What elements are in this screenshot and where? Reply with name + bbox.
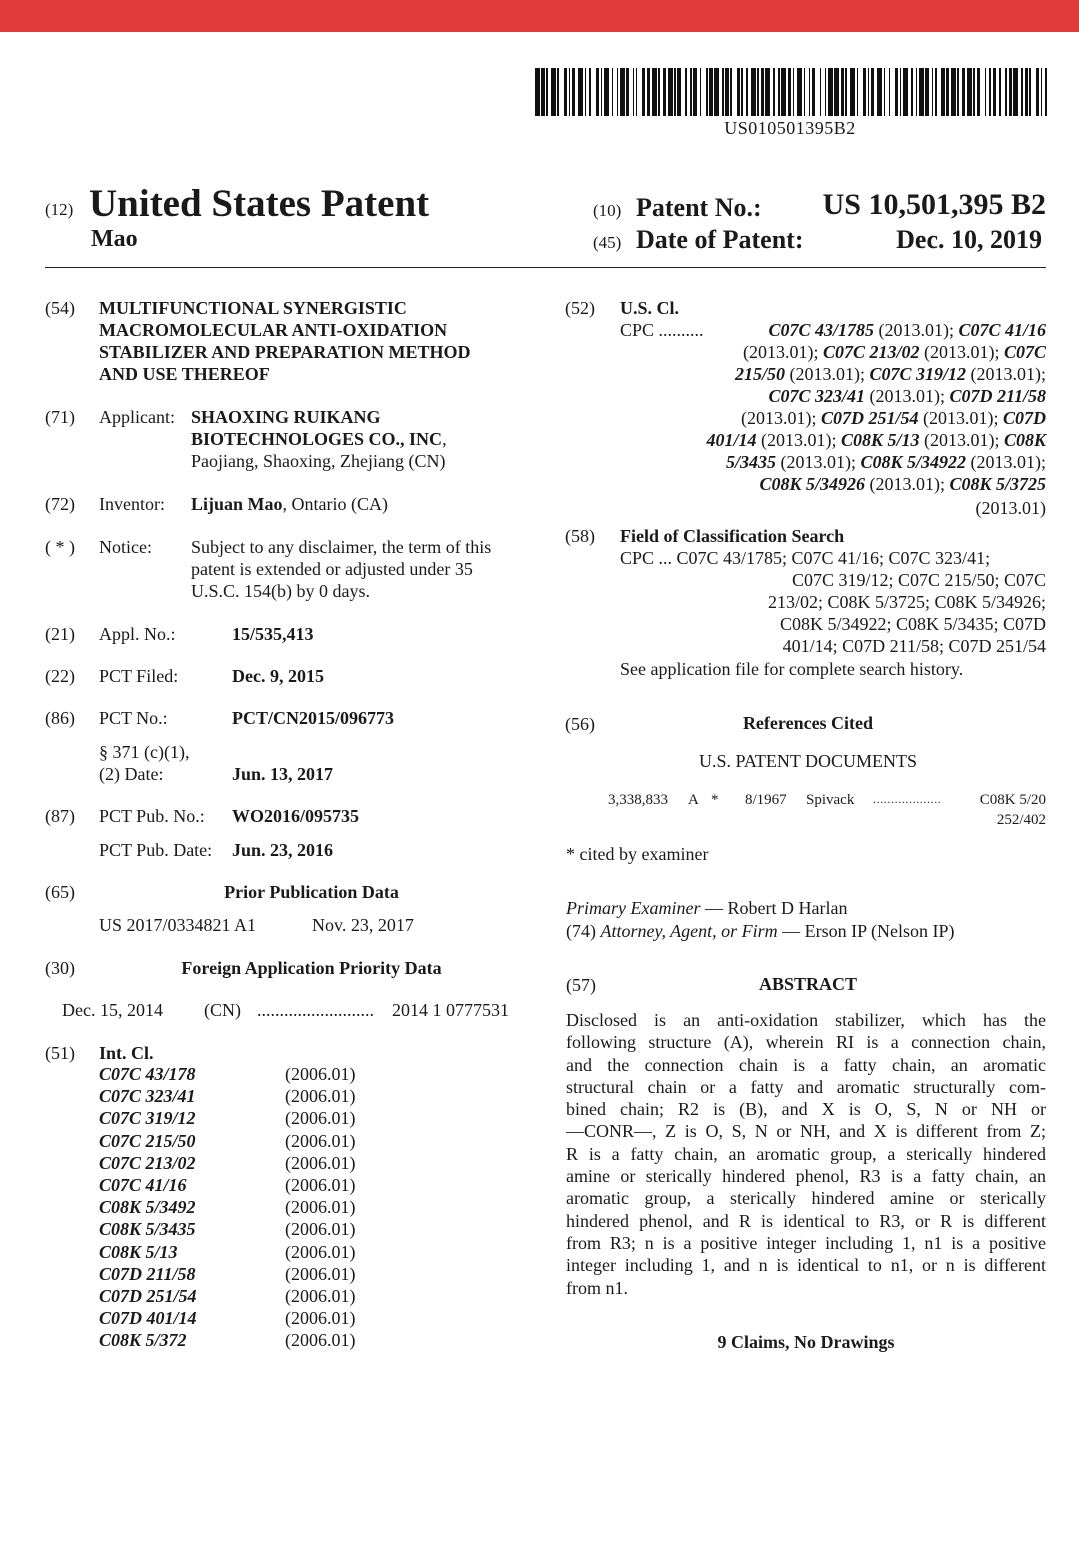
cpc-version: (2013.01); — [873, 320, 959, 340]
int-cl-row — [99, 1308, 369, 1330]
barcode-bar — [564, 68, 567, 116]
cpc-code: C08K — [1003, 430, 1046, 450]
barcode-bar — [546, 68, 548, 116]
prior-pub-number: US 2017/0334821 A1 — [99, 915, 257, 935]
int-cl-code: C07C 213/02 — [99, 1152, 196, 1173]
code-30: (30) — [45, 958, 75, 978]
abstract-line: hindered phenol, and R is identical to R3, or R is different — [566, 1210, 1046, 1231]
notice-label: Notice: — [99, 537, 152, 557]
us-cl-line — [600, 451, 1046, 473]
barcode-bar — [962, 68, 965, 116]
barcode-bar — [569, 68, 571, 116]
ref-name: Spivack — [806, 792, 855, 808]
int-cl-version: (2006.01) — [285, 1241, 356, 1262]
int-cl-code: C08K 5/3492 — [99, 1197, 196, 1218]
applicant-label: Applicant: — [99, 407, 175, 427]
barcode-bar — [877, 68, 882, 116]
int-cl-version: (2006.01) — [285, 1197, 356, 1218]
field-search-line: C08K 5/34922; C08K 5/3435; C07D — [779, 614, 1046, 634]
code-21: (21) — [45, 624, 75, 644]
barcode-bar — [788, 68, 791, 116]
inventor-name: Lijuan Mao — [191, 494, 283, 514]
ref-class: C08K 5/20 — [979, 792, 1046, 808]
patent-title: United States Patent — [89, 182, 430, 225]
barcode-bar — [895, 68, 898, 116]
barcode-bar — [809, 68, 811, 116]
barcode-bar — [557, 68, 559, 116]
primary-examiner-name: — Robert D Harlan — [704, 898, 848, 918]
barcode-bar — [685, 68, 687, 116]
barcode-bar — [617, 68, 619, 116]
cpc-version: (2013.01); — [775, 452, 861, 472]
header-divider — [45, 267, 1046, 268]
barcode-bar — [863, 68, 866, 116]
us-cl-line — [600, 497, 1046, 519]
barcode-bar — [663, 68, 666, 116]
barcode-bar — [797, 68, 802, 116]
code-71: (71) — [45, 407, 75, 427]
barcode-bar — [725, 68, 728, 116]
abstract-line: —CONR—, Z is O, S, N or NH, and X is different from Z; — [566, 1121, 1046, 1142]
patent-number: US 10,501,395 B2 — [822, 188, 1046, 221]
barcode-bar — [932, 68, 934, 116]
cpc-version: (2013.01); — [864, 474, 950, 494]
pct-pub-no-label: PCT Pub. No.: — [99, 806, 205, 826]
barcode-bar — [985, 68, 987, 116]
field-search-heading: Field of Classification Search — [620, 526, 845, 546]
sec371-date-label: (2) Date: — [99, 764, 164, 784]
invention-title-line: AND USE THEREOF — [99, 364, 270, 384]
barcode-bar — [585, 68, 587, 116]
abstract-line: Disclosed is an anti-oxidation stabilizer, which has the — [566, 1010, 1046, 1030]
abstract-line: amine or sterically hindered phenol, R3 is a fatty chain, an — [566, 1166, 1046, 1187]
appl-no-label: Appl. No.: — [99, 624, 176, 644]
invention-title-line: STABILIZER AND PREPARATION METHOD — [99, 342, 471, 362]
us-cl-line — [600, 385, 1046, 407]
cpc-version: (2013.01); — [740, 408, 821, 428]
barcode-bar — [551, 68, 556, 116]
int-cl-version: (2006.01) — [285, 1286, 356, 1306]
priority-dots: .......................... — [257, 1000, 374, 1020]
int-cl-code: C07C 319/12 — [99, 1108, 196, 1129]
int-cl-code: C07C 215/50 — [99, 1130, 196, 1151]
barcode-bar — [812, 68, 815, 116]
claims-summary: 9 Claims, No Drawings — [717, 1332, 895, 1352]
barcode-bar — [647, 68, 650, 116]
abstract-heading: ABSTRACT — [758, 974, 858, 994]
top-red-bar — [0, 0, 1079, 32]
barcode-bar — [1005, 68, 1007, 116]
barcode-bar — [993, 68, 996, 116]
int-cl-version: (2006.01) — [285, 1308, 356, 1329]
attorney-label: Attorney, Agent, or Firm — [600, 921, 778, 941]
patent-no-label: Patent No.: — [636, 193, 762, 222]
barcode-bar — [746, 68, 748, 116]
inventor-label: Inventor: — [99, 494, 165, 514]
int-cl-row — [99, 1219, 369, 1241]
barcode-bar — [850, 68, 855, 116]
date-of-patent: Dec. 10, 2019 — [896, 225, 1042, 254]
cpc-code: C07D 251/54 — [820, 408, 919, 428]
barcode-bar — [765, 68, 770, 116]
barcode-bar — [709, 68, 712, 116]
cpc-version: (2013.01); — [784, 364, 870, 384]
cpc-code: C07D — [1002, 408, 1046, 428]
int-cl-version: (2006.01) — [285, 1263, 356, 1284]
barcode-bar — [857, 68, 859, 116]
us-cl-line — [600, 319, 1046, 341]
barcode-bar — [578, 68, 583, 116]
barcode-bar — [989, 68, 991, 116]
field-search-line: 213/02; C08K 5/3725; C08K 5/34926; — [767, 592, 1046, 612]
prior-pub-date: Nov. 23, 2017 — [312, 915, 414, 935]
int-cl-row — [99, 1108, 369, 1130]
barcode-bar — [820, 68, 822, 116]
int-cl-version: (2006.01) — [285, 1130, 356, 1151]
code-45: (45) — [593, 233, 622, 252]
cpc-version: (2013.01); — [742, 342, 823, 362]
cpc-version: (2013.01); — [918, 408, 1003, 428]
cpc-code: C07C 319/12 — [869, 364, 966, 384]
int-cl-row — [99, 1242, 369, 1264]
cpc-code: 215/50 — [734, 364, 785, 384]
int-cl-heading: Int. Cl. — [99, 1043, 154, 1063]
applicant-address: Paojiang, Shaoxing, Zhejiang (CN) — [191, 451, 446, 471]
cpc-code: C07C — [1003, 342, 1046, 362]
barcode-bar — [751, 68, 756, 116]
code-22: (22) — [45, 666, 75, 686]
cpc-code: C07C 323/41 — [768, 386, 865, 406]
priority-date: Dec. 15, 2014 — [62, 1000, 163, 1020]
cpc-version: (2013.01); — [919, 342, 1004, 362]
pct-filed-label: PCT Filed: — [99, 666, 179, 686]
cpc-code: C07C 41/16 — [958, 320, 1046, 340]
barcode-bar — [722, 68, 724, 116]
abstract-line: from R3; n is a positive integer including 1, n1 is a positive — [566, 1232, 1046, 1253]
int-cl-version: (2006.01) — [285, 1064, 356, 1084]
notice-line: U.S.C. 154(b) by 0 days. — [191, 581, 370, 601]
pct-filed-date: Dec. 9, 2015 — [232, 666, 324, 686]
barcode-bar — [884, 68, 886, 116]
cpc-code: C08K 5/34922 — [860, 452, 966, 472]
field-search-line: CPC ... C07C 43/1785; C07C 41/16; C07C 323/41; — [620, 548, 991, 568]
cpc-version: (2013.01); — [864, 386, 950, 406]
barcode-bar — [967, 68, 972, 116]
cpc-version: (2013.01); — [966, 364, 1046, 384]
pct-no: PCT/CN2015/096773 — [232, 708, 394, 728]
barcode-bar — [589, 68, 591, 116]
barcode-bar — [1036, 68, 1039, 116]
int-cl-row — [99, 1131, 369, 1153]
barcode-bar — [1009, 68, 1012, 116]
barcode-bar — [999, 68, 1001, 116]
appl-no: 15/535,413 — [232, 624, 314, 644]
int-cl-code: C07C 41/16 — [99, 1175, 187, 1195]
cpc-version: (2013.01); — [756, 430, 841, 450]
abstract-line: and the connection chain is a fatty chain, an aromatic — [566, 1054, 1046, 1075]
barcode-bar — [1013, 68, 1018, 116]
code-72: (72) — [45, 494, 75, 514]
abstract-line: bined chain; R2 is (B), and X is O, S, N or NH or — [566, 1099, 1046, 1120]
cpc-code: 401/14 — [706, 430, 757, 450]
barcode-bar — [633, 68, 635, 116]
pct-pub-date: Jun. 23, 2016 — [232, 840, 334, 860]
invention-title-line: MACROMOLECULAR ANTI-OXIDATION — [99, 320, 448, 340]
references-heading: References Cited — [742, 713, 874, 733]
barcode-bar — [690, 68, 692, 116]
cpc-code: C08K 5/34926 — [759, 474, 865, 494]
code-10: (10) — [593, 201, 622, 220]
code-65: (65) — [45, 882, 75, 902]
inventor-surname: Mao — [91, 226, 138, 252]
barcode-bar — [916, 68, 918, 116]
barcode-bar — [935, 68, 937, 116]
ref-number: 3,338,833 — [608, 792, 668, 808]
prior-pub-heading: Prior Publication Data — [224, 882, 399, 902]
barcode-bar — [925, 68, 928, 116]
barcode-bar — [919, 68, 924, 116]
inventor-location: , Ontario (CA) — [282, 494, 388, 514]
code-87: (87) — [45, 806, 75, 826]
barcode-bar — [951, 68, 956, 116]
abstract-line: structural chain or a fatty and aromatic structurally com- — [566, 1076, 1046, 1097]
int-cl-version: (2006.01) — [285, 1152, 356, 1173]
ref-star: * — [711, 792, 719, 808]
cpc-code: C08K 5/13 — [840, 430, 920, 450]
abstract-line: R is a fatty chain, an aromatic group, a sterically hindered — [566, 1143, 1046, 1164]
cpc-version: (2013.01); — [919, 430, 1004, 450]
barcode-bar — [674, 68, 676, 116]
ref-kind: A — [688, 792, 699, 808]
abstract-line: following structure (A), wherein RI is a connection chain, — [566, 1032, 1046, 1053]
sec371-date: Jun. 13, 2017 — [232, 764, 334, 784]
barcode-bar — [957, 68, 959, 116]
barcode-bar — [620, 68, 625, 116]
int-cl-version: (2006.01) — [285, 1175, 356, 1195]
code-12: (12) — [45, 200, 74, 219]
int-cl-version: (2006.01) — [285, 1086, 356, 1107]
int-cl-row — [99, 1153, 369, 1175]
int-cl-row — [99, 1286, 369, 1308]
cpc-label: CPC .......... — [620, 320, 704, 340]
cpc-code: 5/3435 — [725, 452, 776, 472]
sec371-label: § 371 (c)(1), — [99, 742, 190, 762]
code-54: (54) — [45, 298, 75, 318]
barcode-bar — [741, 68, 743, 116]
barcode-number: US010501395B2 — [724, 118, 856, 138]
barcode-bar — [911, 68, 913, 116]
barcode-bar — [1025, 68, 1028, 116]
us-cl-heading: U.S. Cl. — [620, 298, 680, 318]
barcode-bar — [612, 68, 614, 116]
code-57: (57) — [566, 975, 596, 995]
notice-line: patent is extended or adjusted under 35 — [191, 559, 473, 579]
ref-class2: 252/402 — [996, 812, 1046, 828]
barcode-bar — [626, 68, 629, 116]
applicant-comma: , — [442, 429, 447, 449]
code-74: (74) — [566, 921, 596, 941]
barcode-bar — [652, 68, 657, 116]
barcode-bar — [706, 68, 708, 116]
barcode-bar — [668, 68, 673, 116]
ref-dots: ................... — [873, 792, 942, 806]
barcode-bar — [903, 68, 908, 116]
invention-title-line: MULTIFUNCTIONAL SYNERGISTIC — [99, 298, 407, 318]
priority-country: (CN) — [204, 1000, 241, 1020]
search-history-note: See application file for complete search history. — [620, 659, 964, 679]
int-cl-code: C07D 251/54 — [99, 1286, 197, 1306]
barcode-bar — [541, 68, 544, 116]
int-cl-code: C07C 43/178 — [99, 1064, 196, 1084]
int-cl-row — [99, 1264, 369, 1286]
barcode-bar — [1041, 68, 1043, 116]
int-cl-version: (2006.01) — [285, 1219, 356, 1240]
notice-code: ( * ) — [45, 537, 75, 557]
cpc-code: C07D 211/58 — [949, 386, 1046, 406]
abstract-line: aromatic group, a sterically hindered amine or sterically — [566, 1188, 1046, 1209]
primary-examiner-label: Primary Examiner — [566, 898, 701, 918]
barcode-bar — [825, 68, 827, 116]
us-cl-line — [600, 341, 1046, 363]
barcode-bar — [778, 68, 780, 116]
field-search-line: 401/14; C07D 211/58; C07D 251/54 — [782, 636, 1046, 656]
barcode-bar — [941, 68, 944, 116]
code-86: (86) — [45, 708, 75, 728]
barcode-bar — [977, 68, 980, 116]
date-of-patent-label: Date of Patent: — [636, 225, 804, 254]
abstract-line: from n1. — [566, 1277, 628, 1298]
barcode-bar — [845, 68, 847, 116]
code-52: (52) — [565, 298, 595, 318]
int-cl-code: C08K 5/3435 — [99, 1219, 196, 1240]
barcode-bar — [761, 68, 764, 116]
int-cl-row — [99, 1197, 369, 1219]
abstract-text — [566, 1009, 1046, 1299]
barcode-bar — [757, 68, 759, 116]
pct-pub-date-label: PCT Pub. Date: — [99, 840, 213, 860]
pct-pub-no: WO2016/095735 — [232, 806, 360, 826]
barcode-bar — [946, 68, 949, 116]
ref-date: 8/1967 — [745, 792, 787, 808]
int-cl-code: C08K 5/13 — [99, 1241, 178, 1262]
barcode-bar — [1021, 68, 1023, 116]
priority-number: 2014 1 0777531 — [392, 1000, 509, 1020]
barcode-bar — [714, 68, 719, 116]
int-cl-version: (2006.01) — [285, 1108, 356, 1129]
barcode-bar — [596, 68, 599, 116]
cpc-code: C08K 5/3725 — [949, 474, 1046, 494]
cited-by-examiner: * cited by examiner — [566, 844, 709, 864]
attorney-name: — Erson IP (Nelson IP) — [782, 921, 955, 941]
barcode-bar — [636, 68, 638, 116]
int-cl-code: C07D 211/58 — [99, 1263, 196, 1284]
barcode-bar — [693, 68, 696, 116]
us-cl-line — [600, 473, 1046, 495]
barcode-bar — [773, 68, 775, 116]
barcode-bar — [889, 68, 891, 116]
barcode-bar — [834, 68, 839, 116]
barcode-bar — [730, 68, 732, 116]
barcode-bar — [700, 68, 702, 116]
barcode — [535, 68, 1047, 116]
barcode-bar — [604, 68, 609, 116]
foreign-priority-heading: Foreign Application Priority Data — [181, 958, 442, 978]
us-cl-line — [600, 407, 1046, 429]
code-56: (56) — [565, 714, 595, 734]
barcode-bar — [841, 68, 844, 116]
notice-text — [191, 536, 531, 602]
barcode-bar — [871, 68, 874, 116]
invention-title — [99, 297, 539, 385]
barcode-bar — [677, 68, 680, 116]
barcode-bar — [804, 68, 806, 116]
field-search-line: C07C 319/12; C07C 215/50; C07C — [791, 570, 1046, 590]
barcode-bar — [900, 68, 902, 116]
barcode-bar — [601, 68, 603, 116]
barcode-bar — [1029, 68, 1031, 116]
barcode-bar — [535, 68, 540, 116]
applicant-name-line2: BIOTECHNOLOGES CO., INC — [191, 429, 443, 449]
int-cl-code: C08K 5/372 — [99, 1330, 187, 1351]
cpc-version: (2013.01); — [966, 452, 1046, 472]
barcode-bar — [642, 68, 645, 116]
int-cl-row — [99, 1175, 369, 1197]
barcode-bar — [793, 68, 795, 116]
int-cl-code: C07D 401/14 — [99, 1308, 197, 1329]
applicant — [191, 406, 541, 472]
code-51: (51) — [45, 1043, 75, 1063]
cpc-code: C07C 213/02 — [822, 342, 920, 362]
notice-line: Subject to any disclaimer, the term of this — [191, 537, 492, 557]
int-cl-row — [99, 1064, 369, 1086]
cpc-version: (2013.01) — [975, 498, 1046, 518]
int-cl-code: C07C 323/41 — [99, 1086, 196, 1107]
abstract-line: integer including 1, and n is identical to n1, or n is different — [566, 1255, 1046, 1276]
cpc-code: C07C 43/1785 — [768, 320, 874, 340]
us-patent-docs-heading: U.S. PATENT DOCUMENTS — [698, 751, 918, 771]
int-cl-row — [99, 1086, 369, 1108]
code-58: (58) — [565, 526, 595, 546]
int-cl-row — [99, 1330, 369, 1352]
barcode-bar — [973, 68, 975, 116]
us-cl-line — [600, 429, 1046, 451]
us-cl-line — [600, 363, 1046, 385]
pct-no-label: PCT No.: — [99, 708, 168, 728]
barcode-bar — [828, 68, 833, 116]
barcode-bar — [572, 68, 575, 116]
barcode-bar — [781, 68, 786, 116]
barcode-bar — [658, 68, 660, 116]
applicant-name-line1: SHAOXING RUIKANG — [191, 407, 381, 427]
barcode-bar — [868, 68, 870, 116]
barcode-bar — [1045, 68, 1047, 116]
int-cl-version: (2006.01) — [285, 1330, 356, 1351]
barcode-bar — [737, 68, 740, 116]
